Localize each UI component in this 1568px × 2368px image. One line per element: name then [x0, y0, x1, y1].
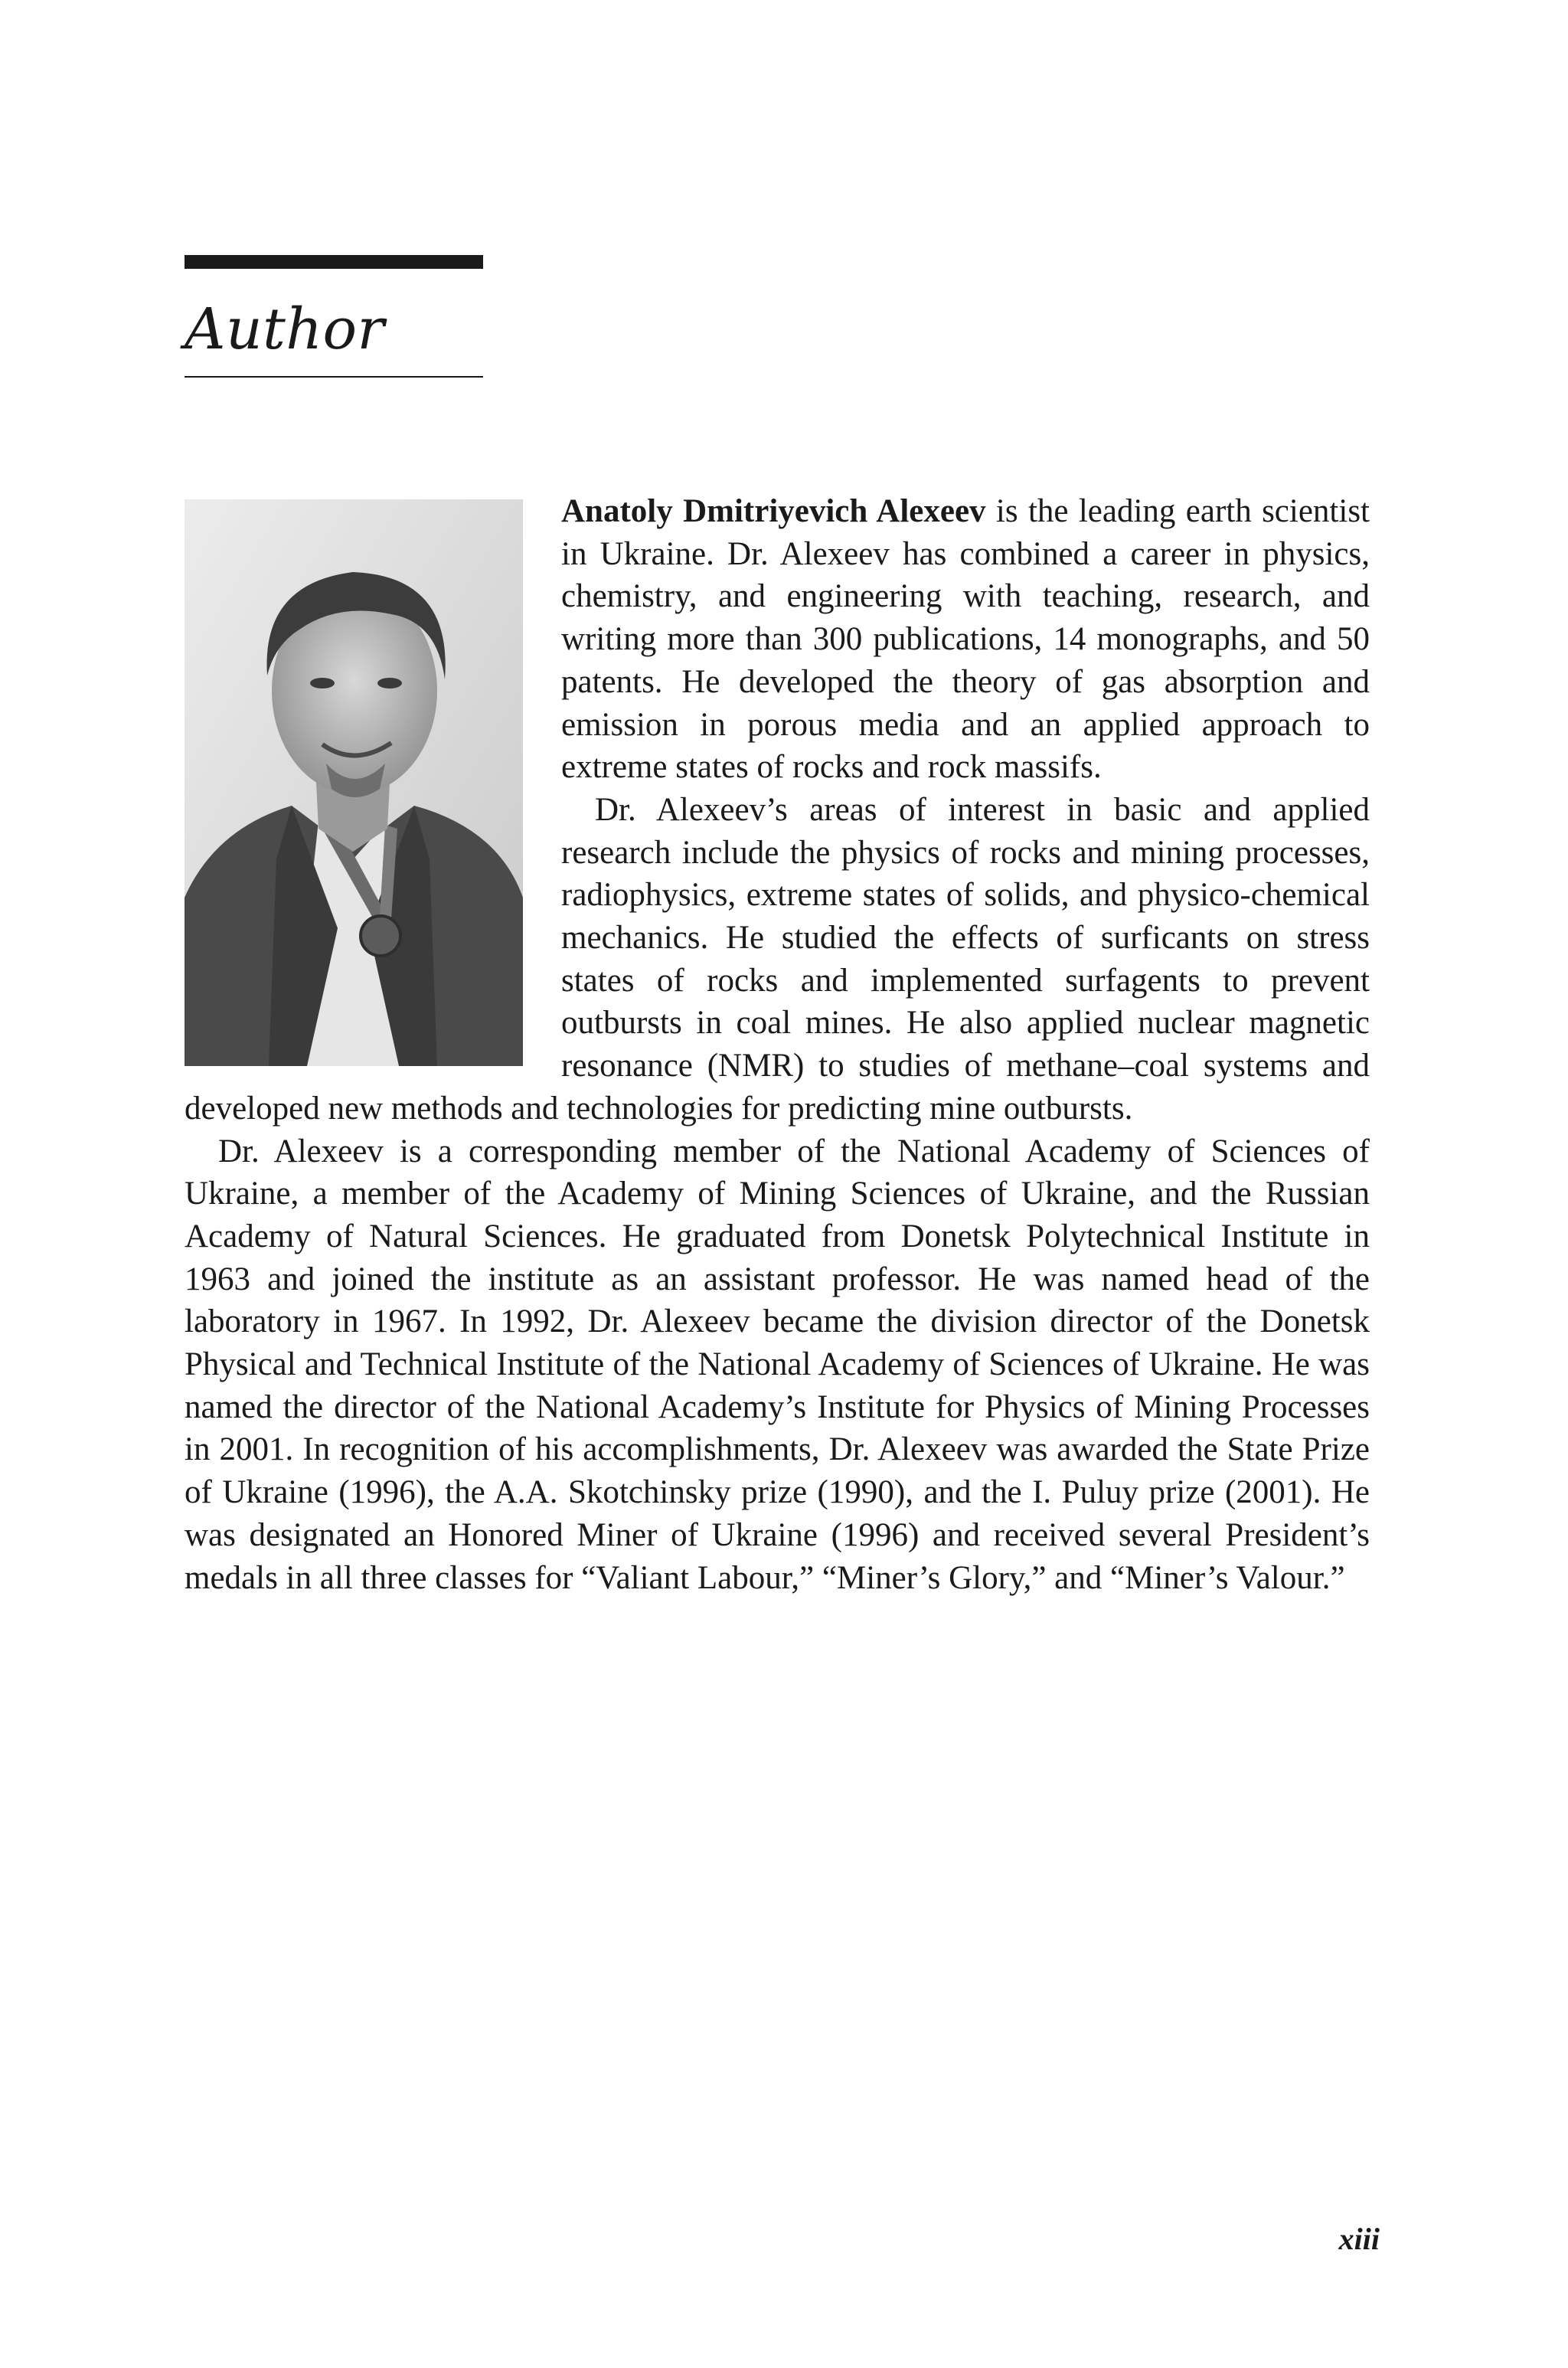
bio-paragraph-1: is the leading earth scientist in Ukraine. Dr. Alexeev has combined a career in physics, chemistry, and engineering with teaching, research, and writing more than 300 publications, 14 monographs, and 50 patents. He developed the theory of gas absorption and emission in porous media and an applied approach to extreme states of rocks and rock massifs. [561, 493, 1370, 786]
author-portrait [185, 499, 523, 1066]
chapter-heading [185, 255, 483, 378]
heading-rule-bottom [185, 376, 483, 378]
heading-rule-top [185, 255, 483, 269]
bio-paragraph-2: Dr. Alexeev’s areas of interest in basic and applied research include the physics of rocks and mining processes, radiophysics, extreme states of solids, and physico-chemical mechanics. He studied the effects of surficants on stress states of rocks and implemented surfagents to prevent outbursts in coal mines. He also applied nuclear magnetic resonance (NMR) to studies of methane–coal systems and developed new methods and technologies for predicting mine outbursts. [185, 791, 1370, 1127]
page-title: Author [185, 296, 385, 362]
author-bio [185, 490, 1370, 1599]
bio-paragraph-3: Dr. Alexeev is a corresponding member of the National Academy of Sciences of Ukraine, a member of the Academy of Mining Sciences of Ukraine, and the Russian Academy of Natural Sciences. He graduated from Donetsk Polytechnical Institute in 1963 and joined the institute as an assistant professor. He was named head of the laboratory in 1967. In 1992, Dr. Alexeev became the division director of the Donetsk Physical and Technical Institute of the National Academy of Sciences of Ukraine. He was named the director of the National Academy’s Institute for Physics of Mining Processes in 2001. In recognition of his accomplishments, Dr. Alexeev was awarded the State Prize of Ukraine (1996), the A.A. Skotchinsky prize (1990), and the I. Puluy prize (2001). He was designated an Honored Miner of Ukraine (1996) and received several President’s medals in all three classes for “Valiant Labour,” “Miner’s Glory,” and “Miner’s Valour.” [185, 1133, 1370, 1596]
author-name: Anatoly Dmitriyevich Alexeev [561, 493, 986, 529]
page-number: xiii [1338, 2222, 1380, 2256]
